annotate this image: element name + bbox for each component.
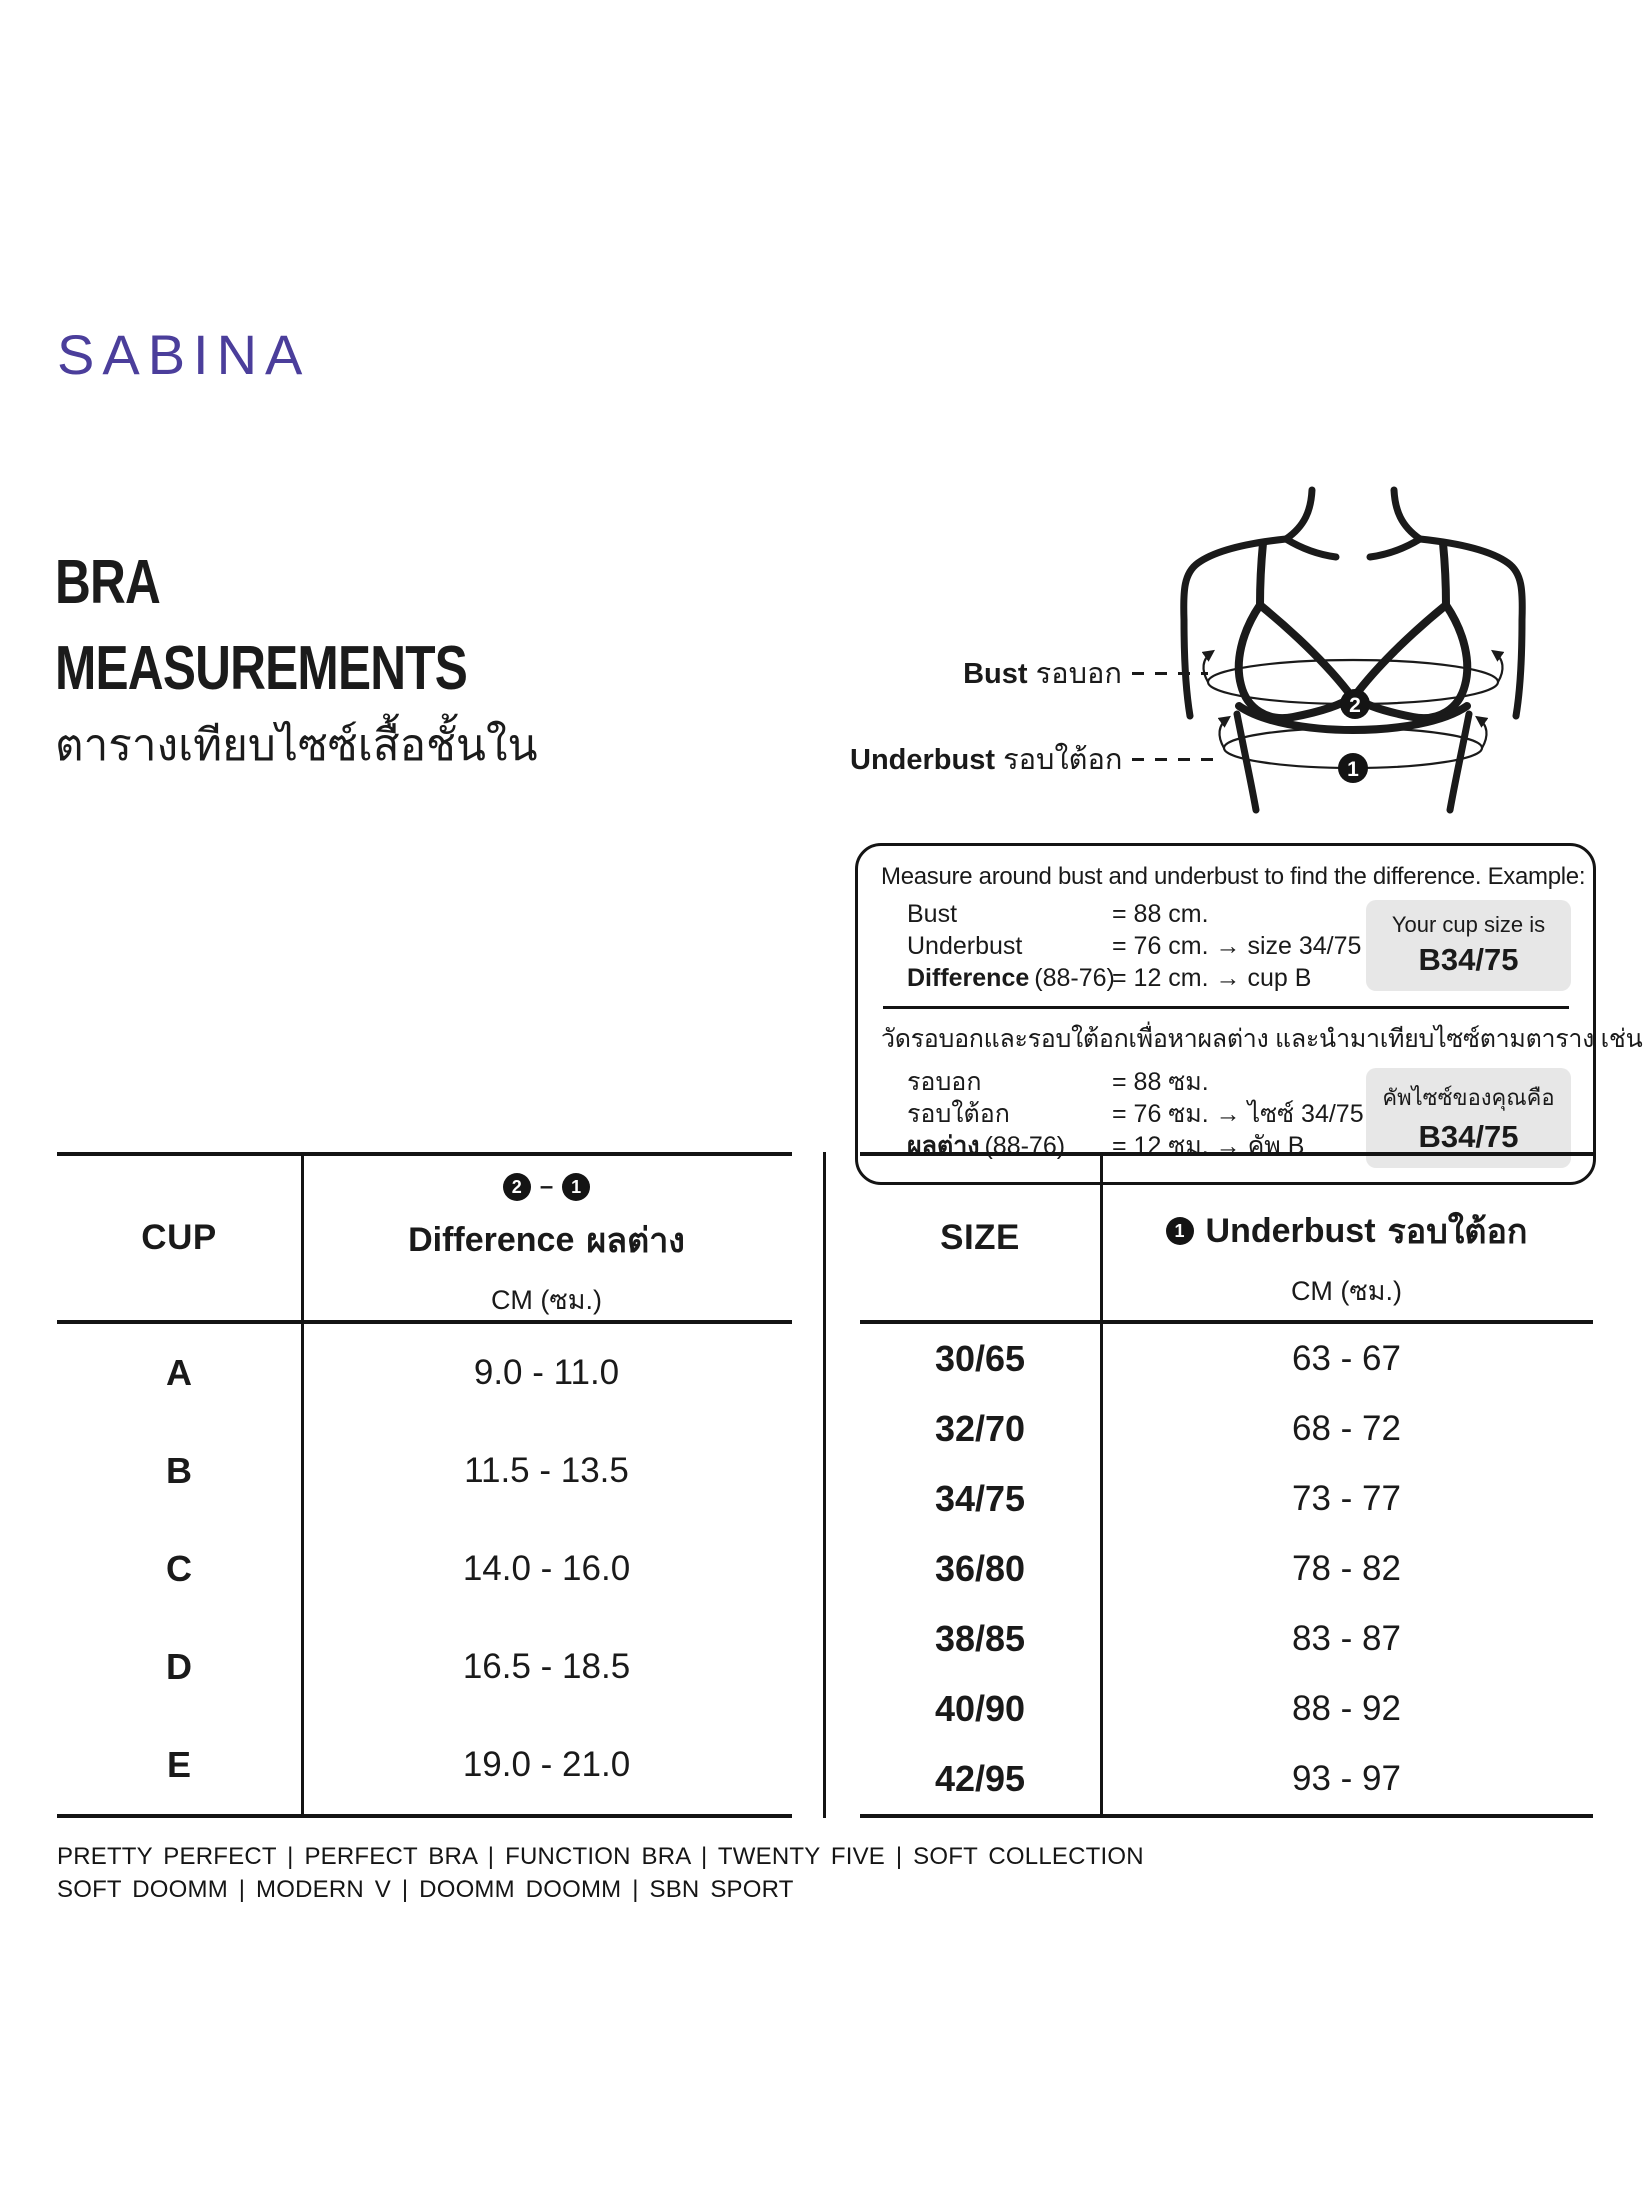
underbust-header-cell xyxy=(1100,1156,1593,1320)
torso-bra-illustration xyxy=(1090,466,1572,832)
result-value: B34/75 xyxy=(1418,1119,1519,1154)
range-cell: 14.0 - 16.0 xyxy=(462,1549,631,1588)
marker-1-badge: 1 xyxy=(562,1173,590,1201)
underbust-marker-badge xyxy=(1338,753,1368,783)
cup-cell: C xyxy=(166,1548,192,1589)
tables-separator-line xyxy=(823,1152,826,1818)
table-row xyxy=(860,1604,1593,1674)
table-row xyxy=(860,1674,1593,1744)
cup-cell: E xyxy=(166,1744,191,1785)
instruction-row xyxy=(907,898,1366,930)
cup-cell: A xyxy=(166,1352,192,1393)
instructions-grid-en xyxy=(881,898,1571,994)
size-cell: 34/75 xyxy=(934,1478,1026,1519)
underbust-label-th: รอบใต้อก xyxy=(1003,744,1123,776)
row-value: = 76 ซม. → ไซซ์ 34/75 xyxy=(1112,1100,1364,1128)
instruction-row xyxy=(907,930,1366,962)
difference-unit-label: CM (ซม.) xyxy=(490,1285,603,1315)
row-label: ผลต่าง (88-76) xyxy=(907,1132,1066,1160)
row-value: = 88 ซม. xyxy=(1112,1068,1209,1096)
page-title xyxy=(55,540,467,712)
difference-label-en: Difference xyxy=(408,1220,575,1259)
brand-logo: SABINA xyxy=(57,323,311,386)
instruction-rows-en xyxy=(907,898,1366,994)
size-header-cell xyxy=(860,1156,1100,1320)
instruction-row xyxy=(907,962,1366,994)
size-table-body xyxy=(860,1324,1593,1814)
result-value: B34/75 xyxy=(1418,942,1519,977)
underbust-header-label xyxy=(1166,1204,1528,1258)
cup-difference-table xyxy=(57,1152,792,1818)
page-subtitle-thai: ตารางเทียบไซซ์เสื้อชั้นใน xyxy=(55,721,538,770)
underbust-label-th: รอบใต้อก xyxy=(1387,1213,1528,1251)
table-row xyxy=(57,1324,792,1422)
instructions-heading-en: Measure around bust and underbust to find the difference. Example: xyxy=(881,863,1586,890)
range-cell: 19.0 - 21.0 xyxy=(462,1745,631,1784)
range-cell: 63 - 67 xyxy=(1292,1339,1401,1378)
result-caption: Your cup size is xyxy=(1391,912,1546,937)
cup-cell: D xyxy=(166,1646,192,1687)
table-row xyxy=(57,1520,792,1618)
table-row xyxy=(57,1716,792,1814)
range-cell: 11.5 - 13.5 xyxy=(464,1451,629,1490)
measurement-diagram xyxy=(850,460,1575,835)
table-row xyxy=(860,1534,1593,1604)
range-cell: 83 - 87 xyxy=(1292,1619,1401,1658)
size-table-header xyxy=(860,1156,1593,1324)
instructions-heading-th: วัดรอบอกและรอบใต้อกเพื่อหาผลต่าง และนำมาเทียบไซซ์ตามตาราง เช่น xyxy=(881,1025,1643,1053)
size-cell: 38/85 xyxy=(934,1618,1026,1659)
row-label: รอบอก xyxy=(907,1068,982,1096)
row-value: = 88 cm. xyxy=(1112,900,1209,928)
size-underbust-table xyxy=(860,1152,1593,1818)
difference-header-cell xyxy=(301,1156,792,1320)
table-row xyxy=(57,1422,792,1520)
bust-label-en: Bust xyxy=(963,658,1028,690)
underbust-label-en: Underbust xyxy=(1205,1211,1376,1250)
row-value: = 76 cm. → size 34/75 xyxy=(1112,932,1362,960)
table-row xyxy=(860,1324,1593,1394)
bust-label-th: รอบอก xyxy=(1035,658,1122,690)
difference-formula xyxy=(503,1173,590,1201)
instructions-divider xyxy=(883,1006,1569,1009)
underbust-label-en: Underbust xyxy=(850,744,995,776)
instruction-rows-th xyxy=(907,1066,1366,1162)
underbust-marker-number: 1 xyxy=(1347,758,1359,781)
row-label: Underbust xyxy=(907,932,1023,960)
size-table-column-divider xyxy=(1100,1156,1103,1814)
row-value: = 12 ซม. → คัพ B xyxy=(1112,1132,1305,1160)
underbust-unit-label: CM (ซม.) xyxy=(1290,1276,1403,1306)
collections-line-1: PRETTY PERFECT | PERFECT BRA | FUNCTION BRA | TWENTY FIVE | SOFT COLLECTION xyxy=(57,1843,1144,1870)
table-row xyxy=(860,1394,1593,1464)
range-cell: 73 - 77 xyxy=(1292,1479,1401,1518)
collections-line-2: SOFT DOOMM | MODERN V | DOOMM DOOMM | SBN SPORT xyxy=(57,1876,794,1903)
table-row xyxy=(860,1464,1593,1534)
instruction-row xyxy=(907,1098,1366,1130)
cup-table-column-divider xyxy=(301,1156,304,1814)
range-cell: 88 - 92 xyxy=(1292,1689,1401,1728)
marker-1-badge: 1 xyxy=(1166,1217,1194,1245)
cup-header-label: CUP xyxy=(141,1218,217,1257)
range-cell: 68 - 72 xyxy=(1292,1409,1401,1448)
range-cell: 16.5 - 18.5 xyxy=(462,1647,631,1686)
cup-header-cell xyxy=(57,1156,301,1320)
bust-label xyxy=(850,650,1122,696)
minus-sign: – xyxy=(539,1173,554,1200)
cup-table-body xyxy=(57,1324,792,1814)
size-header-label: SIZE xyxy=(940,1218,1020,1257)
cup-cell: B xyxy=(166,1450,192,1491)
size-cell: 32/70 xyxy=(934,1408,1026,1449)
size-cell: 30/65 xyxy=(934,1338,1026,1379)
instruction-row xyxy=(907,1066,1366,1098)
range-cell: 93 - 97 xyxy=(1292,1759,1401,1798)
row-label: รอบใต้อก xyxy=(907,1100,1010,1128)
size-cell: 40/90 xyxy=(934,1688,1026,1729)
size-cell: 42/95 xyxy=(934,1758,1026,1799)
difference-header-label xyxy=(408,1213,685,1267)
bust-marker-badge xyxy=(1340,689,1370,719)
result-caption: คัพไซซ์ของคุณคือ xyxy=(1382,1085,1555,1110)
row-label: Difference (88-76) xyxy=(907,964,1115,992)
row-label: Bust xyxy=(907,900,958,928)
difference-label-th: ผลต่าง xyxy=(586,1222,685,1260)
size-cell: 36/80 xyxy=(934,1548,1026,1589)
measuring-instructions-box xyxy=(855,843,1643,1185)
page-title-line2: MEASUREMENTS xyxy=(55,634,468,703)
row-value: = 12 cm. → cup B xyxy=(1112,964,1312,992)
marker-2-badge: 2 xyxy=(503,1173,531,1201)
cup-table-header xyxy=(57,1156,792,1324)
underbust-label xyxy=(850,736,1122,782)
bust-marker-number: 2 xyxy=(1349,694,1361,717)
range-cell: 78 - 82 xyxy=(1292,1549,1401,1588)
page-title-line1: BRA xyxy=(55,548,161,617)
collections-footer xyxy=(57,1840,1144,1906)
cup-size-result-box-en xyxy=(1366,900,1571,991)
table-row xyxy=(860,1744,1593,1814)
table-row xyxy=(57,1618,792,1716)
range-cell: 9.0 - 11.0 xyxy=(473,1353,620,1392)
